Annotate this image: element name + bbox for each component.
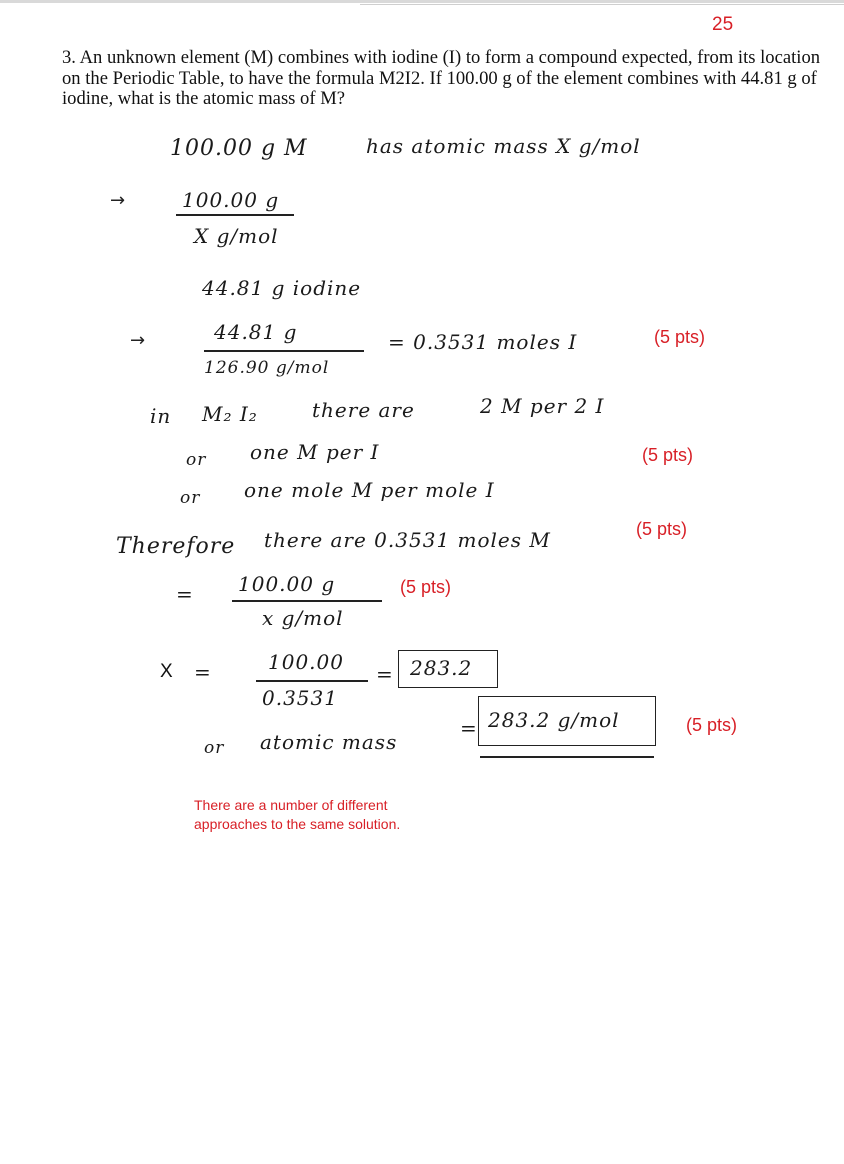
work-x-equals: =	[194, 660, 212, 684]
result-underline	[480, 756, 654, 758]
frac4-numerator: 100.00	[268, 650, 344, 674]
frac2-bar	[204, 350, 364, 352]
approach-note	[194, 796, 400, 834]
arrow-icon: →	[130, 330, 146, 351]
approach-note-line-2: approaches to the same solution.	[194, 816, 401, 832]
work-there-are: there are	[312, 398, 415, 422]
points-1: (5 pts)	[654, 327, 706, 347]
work-result-equals: =	[376, 662, 394, 686]
work-equals-1: =	[176, 582, 194, 606]
frac1-bar	[176, 214, 294, 216]
result-value-2: 283.2 g/mol	[488, 708, 620, 732]
work-line1-mass: 100.00 g M	[170, 136, 308, 161]
frac2-denominator: 126.90 g/mol	[204, 358, 330, 378]
approach-note-line-1: There are a number of different	[194, 797, 388, 813]
scan-top-edge-2	[360, 4, 844, 5]
points-2: (5 pts)	[642, 445, 694, 465]
work-therefore: Therefore	[116, 534, 236, 559]
points-4: (5 pts)	[400, 577, 452, 597]
work-moles-m: there are 0.3531 moles M	[264, 528, 551, 552]
frac3-bar	[232, 600, 382, 602]
work-moles-iodine: = 0.3531 moles I	[388, 330, 578, 354]
arrow-icon: →	[110, 190, 126, 211]
work-formula: M₂ I₂	[202, 402, 258, 426]
frac1-numerator: 100.00 g	[182, 188, 280, 212]
work-iodine-mass: 44.81 g iodine	[202, 276, 362, 300]
points-5: (5 pts)	[686, 715, 738, 735]
work-or-2: or	[180, 488, 201, 508]
frac2-numerator: 44.81 g	[214, 320, 298, 344]
work-or-1: or	[186, 450, 207, 470]
work-ratio: 2 M per 2 I	[480, 394, 605, 418]
work-x-label: X	[160, 661, 173, 682]
frac4-bar	[256, 680, 368, 682]
work-final-equals: =	[460, 716, 478, 740]
work-line1-atomic-mass: has atomic mass X g/mol	[366, 134, 641, 158]
frac3-numerator: 100.00 g	[238, 572, 336, 596]
question-text: 3. An unknown element (M) combines with iodine (I) to form a compound expected, from its location on the Periodic Table, to have the formula M2I2. If 100.00 g of the element combines with 44.81 g of iodine, what is the atomic mass of M?	[62, 47, 821, 109]
work-or-3: or	[204, 738, 225, 758]
frac3-denominator: x g/mol	[262, 606, 344, 630]
frac1-denominator: X g/mol	[194, 224, 279, 248]
work-in-label: in	[150, 404, 172, 428]
points-3: (5 pts)	[636, 519, 688, 539]
work-one-m-per-i: one M per I	[250, 440, 380, 464]
frac4-denominator: 0.3531	[262, 686, 338, 710]
work-atomic-mass: atomic mass	[260, 730, 398, 754]
scan-top-edge	[0, 0, 844, 3]
page-number: 25	[712, 14, 734, 35]
work-one-mole: one mole M per mole I	[244, 478, 495, 502]
result-value-1: 283.2	[410, 656, 473, 680]
